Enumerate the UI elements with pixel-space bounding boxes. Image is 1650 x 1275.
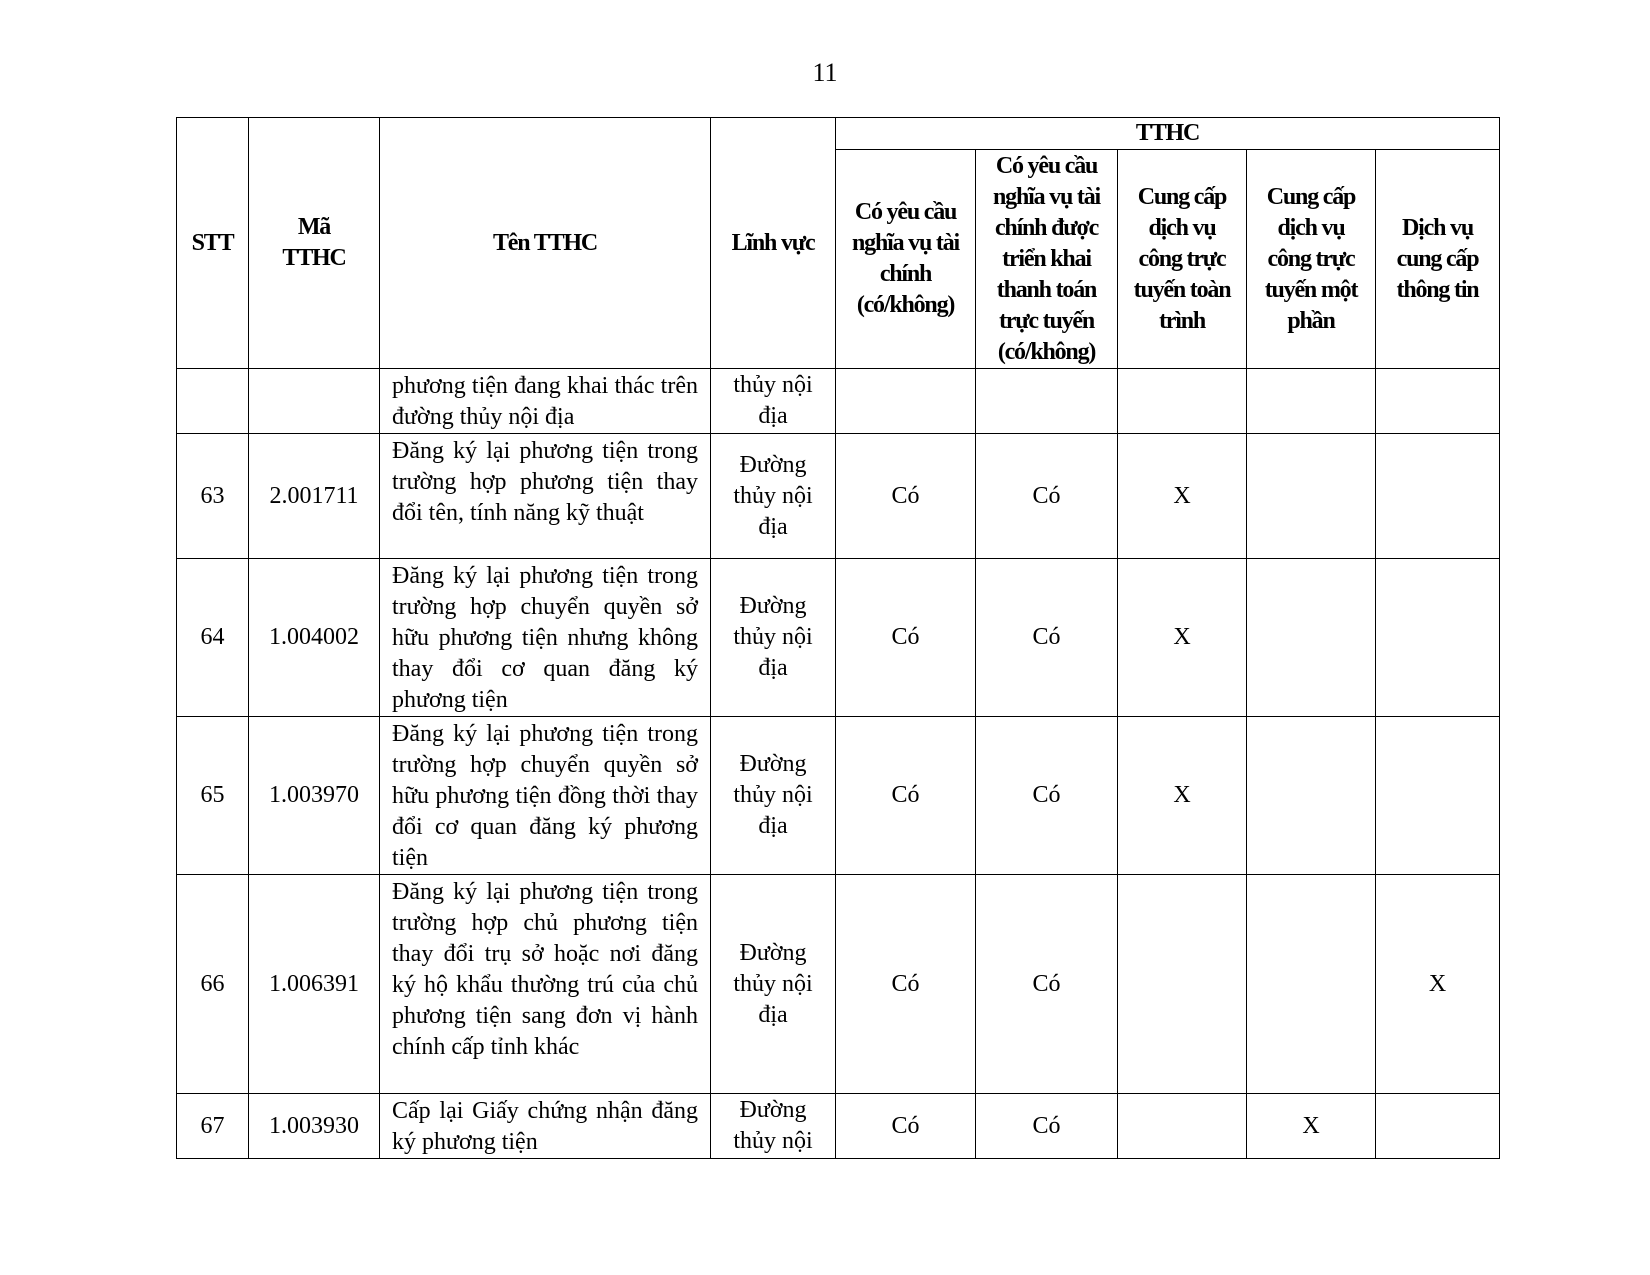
cell-toan-trinh: X [1118, 559, 1247, 717]
cell-linh-vuc: Đường thủy nội địa [711, 875, 836, 1094]
header-toan-trinh: Cung cấp dịch vụ công trực tuyến toàn trình [1118, 150, 1247, 369]
cell-ten: Cấp lại Giấy chứng nhận đăng ký phương tiện [380, 1094, 711, 1159]
cell-ten: Đăng ký lại phương tiện trong trường hợp chuyển quyền sở hữu phương tiện nhưng không thay đổi cơ quan đăng ký phương tiện [380, 559, 711, 717]
cell-nghia-vu: Có [836, 875, 976, 1094]
cell-stt: 63 [177, 434, 249, 559]
cell-thong-tin: X [1376, 875, 1500, 1094]
cell-nghia-vu: Có [836, 717, 976, 875]
table-row [177, 717, 1500, 875]
header-tthc-group: TTHC [836, 118, 1500, 150]
header-thanh-toan-truc-tuyen: Có yêu cầu nghĩa vụ tài chính được triển khai thanh toán trực tuyến (có/không) [976, 150, 1118, 369]
cell-linh-vuc: Đường thủy nội địa [711, 559, 836, 717]
cell-thanh-toan: Có [976, 1094, 1118, 1159]
header-cung-cap-thong-tin: Dịch vụ cung cấp thông tin [1376, 150, 1500, 369]
procedures-table [176, 117, 1500, 1159]
table-row [177, 369, 1500, 434]
cell-mot-phan [1247, 875, 1376, 1094]
cell-thong-tin [1376, 1094, 1500, 1159]
cell-thanh-toan: Có [976, 875, 1118, 1094]
cell-ten: phương tiện đang khai thác trên đường thủy nội địa [380, 369, 711, 434]
cell-nghia-vu: Có [836, 434, 976, 559]
header-linh-vuc: Lĩnh vực [711, 118, 836, 369]
page-number: 11 [812, 58, 838, 87]
cell-ma: 1.004002 [249, 559, 380, 717]
header-ten-tthc: Tên TTHC [380, 118, 711, 369]
header-mot-phan: Cung cấp dịch vụ công trực tuyến một phần [1247, 150, 1376, 369]
cell-stt: 64 [177, 559, 249, 717]
cell-nghia-vu: Có [836, 1094, 976, 1159]
cell-toan-trinh: X [1118, 434, 1247, 559]
cell-nghia-vu: Có [836, 559, 976, 717]
cell-thanh-toan [976, 369, 1118, 434]
cell-mot-phan [1247, 434, 1376, 559]
cell-linh-vuc: Đường thủy nội địa [711, 434, 836, 559]
cell-ma: 1.006391 [249, 875, 380, 1094]
cell-thong-tin [1376, 434, 1500, 559]
header-ma-tthc: Mã TTHC [249, 118, 380, 369]
cell-linh-vuc: Đường thủy nội địa [711, 717, 836, 875]
table-row [177, 434, 1500, 559]
header-co-yeu-cau: Có yêu cầu nghĩa vụ tài chính (có/không) [836, 150, 976, 369]
cell-ma: 1.003970 [249, 717, 380, 875]
cell-thong-tin [1376, 717, 1500, 875]
cell-stt [177, 369, 249, 434]
cell-thanh-toan: Có [976, 717, 1118, 875]
cell-mot-phan [1247, 369, 1376, 434]
cell-toan-trinh [1118, 1094, 1247, 1159]
cell-mot-phan: X [1247, 1094, 1376, 1159]
cell-mot-phan [1247, 559, 1376, 717]
cell-toan-trinh: X [1118, 717, 1247, 875]
cell-thanh-toan: Có [976, 434, 1118, 559]
table-row [177, 875, 1500, 1094]
cell-thong-tin [1376, 369, 1500, 434]
cell-mot-phan [1247, 717, 1376, 875]
cell-nghia-vu [836, 369, 976, 434]
cell-stt: 66 [177, 875, 249, 1094]
cell-linh-vuc: thủy nội địa [711, 369, 836, 434]
cell-ma: 1.003930 [249, 1094, 380, 1159]
cell-thong-tin [1376, 559, 1500, 717]
cell-linh-vuc: Đường thủy nội [711, 1094, 836, 1159]
cell-thanh-toan: Có [976, 559, 1118, 717]
table-row [177, 559, 1500, 717]
cell-toan-trinh [1118, 369, 1247, 434]
cell-toan-trinh [1118, 875, 1247, 1094]
table-row [177, 1094, 1500, 1159]
cell-stt: 67 [177, 1094, 249, 1159]
cell-stt: 65 [177, 717, 249, 875]
cell-ten: Đăng ký lại phương tiện trong trường hợp chuyển quyền sở hữu phương tiện đồng thời thay đổi cơ quan đăng ký phương tiện [380, 717, 711, 875]
cell-ma: 2.001711 [249, 434, 380, 559]
header-stt: STT [177, 118, 249, 369]
cell-ten: Đăng ký lại phương tiện trong trường hợp phương tiện thay đổi tên, tính năng kỹ thuật [380, 434, 711, 559]
cell-ma [249, 369, 380, 434]
cell-ten: Đăng ký lại phương tiện trong trường hợp chủ phương tiện thay đổi trụ sở hoặc nơi đăng ký hộ khẩu thường trú của chủ phương tiện sang đơn vị hành chính cấp tỉnh khác [380, 875, 711, 1094]
